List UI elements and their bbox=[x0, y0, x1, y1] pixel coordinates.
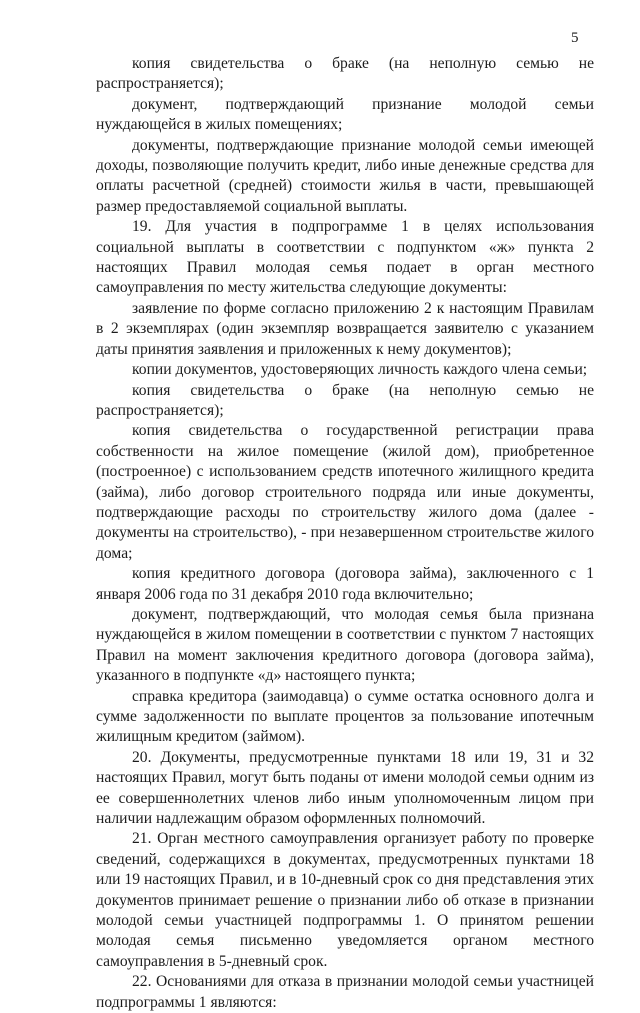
paragraph: справка кредитора (заимодавца) о сумме остатка основного долга и сумме задолженности по выплате процентов за пользование ипотечным жилищным кредитом (займом). bbox=[96, 687, 594, 746]
paragraph: 22. Основаниями для отказа в признании молодой семьи участницей подпрограммы 1 являются: bbox=[96, 973, 594, 1011]
paragraph: 20. Документы, предусмотренные пунктами 18 или 19, 31 и 32 настоящих Правил, могут быть поданы от имени молодой семьи одним из ее совершеннолетних членов либо иным уполномоченным лицом при наличии надлежащим образом оформленных полномочий. bbox=[96, 748, 594, 828]
paragraph: документ, подтверждающий, что молодая семья была признана нуждающейся в жилом помещении в соответствии с пунктом 7 настоящих Правил на момент заключения кредитного договора (договора займа), указанного в подпункте «д» настоящего пункта; bbox=[96, 605, 594, 685]
paragraph: 21. Орган местного самоуправления организует работу по проверке сведений, содержащихся в документах, предусмотренных пунктами 18 или 19 настоящих Правил, и в 10-дневный срок со дня представления этих документов принимает решение о признании либо об отказе в признании молодой семьи участницей подпрограммы 1. О принятом решении молодая семья письменно уведомляется органом местного самоуправления в 5-дневный срок. bbox=[96, 830, 594, 970]
paragraph: копия свидетельства о государственной регистрации права собственности на жилое помещение (жилой дом), приобретенное (построенное) с использованием средств ипотечного жилищного кредита (займа), либо договор строительного подряда или иные документы, подтверждающие расходы по строительству жилого дома (далее - документы на строительство), - при незавершенном строительстве жилого дома; bbox=[96, 422, 594, 562]
paragraph: документы, подтверждающие признание молодой семьи имеющей доходы, позволяющие получить кредит, либо иные денежные средства для оплаты расчетной (средней) стоимости жилья в части, превышающей размер предоставляемой социальной выплаты. bbox=[96, 136, 594, 215]
paragraph: копия свидетельства о браке (на неполную семью не распространяется); bbox=[96, 381, 594, 419]
document-body bbox=[96, 54, 594, 1013]
paragraph: копии документов, удостоверяющих личность каждого члена семьи; bbox=[132, 361, 588, 379]
paragraph: заявление по форме согласно приложению 2 к настоящим Правилам в 2 экземплярах (один экземпляр возвращается заявителю с указанием даты принятия заявления и приложенных к нему документов); bbox=[96, 299, 594, 358]
paragraph: 19. Для участия в подпрограмме 1 в целях использования социальной выплаты в соответствии с подпунктом «ж» пункта 2 настоящих Правил молодая семья подает в орган местного самоуправления по месту жительства следующие документы: bbox=[96, 218, 594, 297]
paragraph: копия свидетельства о браке (на неполную семью не распространяется); bbox=[96, 55, 594, 93]
page-number: 5 bbox=[571, 30, 579, 46]
paragraph: копия кредитного договора (договора займа), заключенного с 1 января 2006 года по 31 декабря 2010 года включительно; bbox=[96, 565, 594, 603]
paragraph: документ, подтверждающий признание молодой семьи нуждающейся в жилых помещениях; bbox=[96, 95, 594, 134]
